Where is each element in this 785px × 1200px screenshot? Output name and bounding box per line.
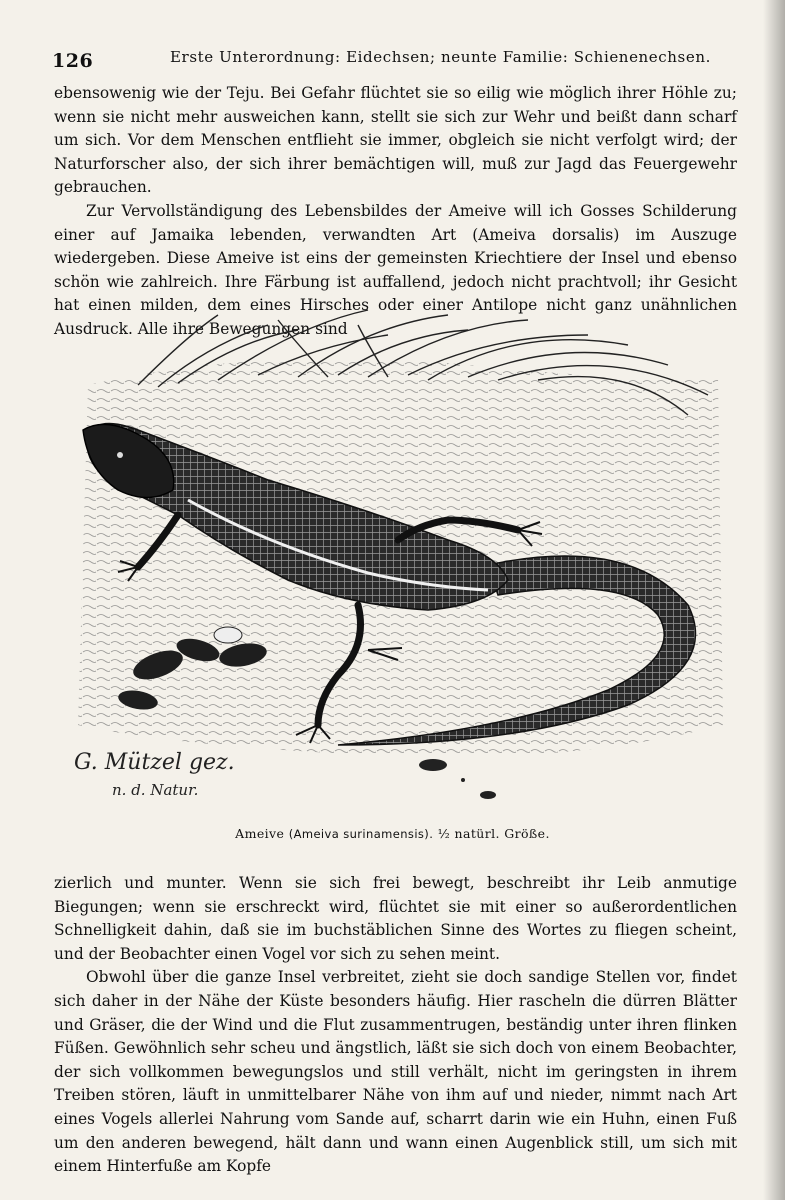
paragraph: Obwohl über die ganze Insel verbreitet, zieht sie doch sandige Stellen vor, findet sich daher in der Nähe der Küste besonders häufig. Hier rascheln die dürren Blätter und Gräser, die der Wind und die Flut zusammentrugen, beständig unter ihren flinken Füßen. Gewöhnlich sehr scheu und ängstlich, läßt sie sich doch von einem Beobachter, der sich vollkommen bewegungslos und still verhält, nicht im geringsten in ihrem Treiben stören, läuft in unmittelbarer Nähe von ihm auf und nieder, nimmt nach Art eines Vogels allerlei Nahrung vom Sande auf, scharrt darin wie ein Huhn, einen Fuß um den anderen bewegend, hält dann und wann einen Augenblick still, um sich mit einem Hinterfuße am Kopfe — [54, 968, 737, 1176]
page-number: 126 — [52, 50, 94, 72]
signature-line-1: G. Mützel gez. — [74, 750, 235, 775]
stones — [419, 759, 496, 799]
caption-name: Ameive — [235, 826, 285, 841]
figure-caption — [0, 826, 785, 841]
caption-latin: (Ameiva surinamensis). — [288, 827, 434, 841]
running-head: Erste Unterordnung: Eidechsen; neunte Familie: Schienenechsen. — [170, 48, 711, 66]
page-edge-shadow — [763, 0, 785, 1200]
lizard-eye — [117, 452, 123, 458]
text-block-top — [54, 82, 737, 342]
caption-scale: ½ natürl. Größe. — [437, 826, 550, 841]
signature-line-2: n. d. Natur. — [112, 781, 199, 799]
paragraph: zierlich und munter. Wenn sie sich frei bewegt, beschreibt ihr Leib anmutige Biegungen; wenn sie erschreckt wird, flüchtet sie mit einer so außerordentlichen Schnelligkeit dahin, daß sie im buchstäblichen Sinne des Wortes zu fliegen scheint, und der Beobachter einen Vogel vor sich zu sehen meint. — [54, 874, 737, 963]
text-block-bottom — [54, 872, 737, 1179]
lizard-illustration — [68, 305, 728, 815]
paragraph: ebensowenig wie der Teju. Bei Gefahr flüchtet sie so eilig wie möglich ihrer Höhle zu; wenn sie nicht mehr ausweichen kann, stellt sie sich zur Wehr und beißt dann scharf um sich. Vor dem Menschen entflieht sie immer, obgleich sie nicht verfolgt wird; der Naturforscher also, der sich ihrer bemächtigen will, muß zur Jagd das Feuergewehr gebrauchen. — [54, 84, 737, 197]
paragraph: Zur Vervollständigung des Lebensbildes der Ameive will ich Gosses Schilderung einer auf Jamaika lebenden, verwandten Art (Ameiva dorsalis) im Auszuge wiedergeben. Diese Ameive ist eins der gemeinsten Kriechtiere der Insel und ebenso schön wie zahlreich. Ihre Färbung ist auffallend, jedoch nicht prachtvoll; ihr Gesicht hat einen milden, dem eines Hirsches oder einer Antilope nicht ganz unähnlichen Ausdruck. Alle ihre Bewegungen sind — [54, 201, 737, 338]
engraving-image — [68, 305, 728, 815]
artist-signature — [74, 745, 294, 805]
page-header — [52, 44, 742, 74]
